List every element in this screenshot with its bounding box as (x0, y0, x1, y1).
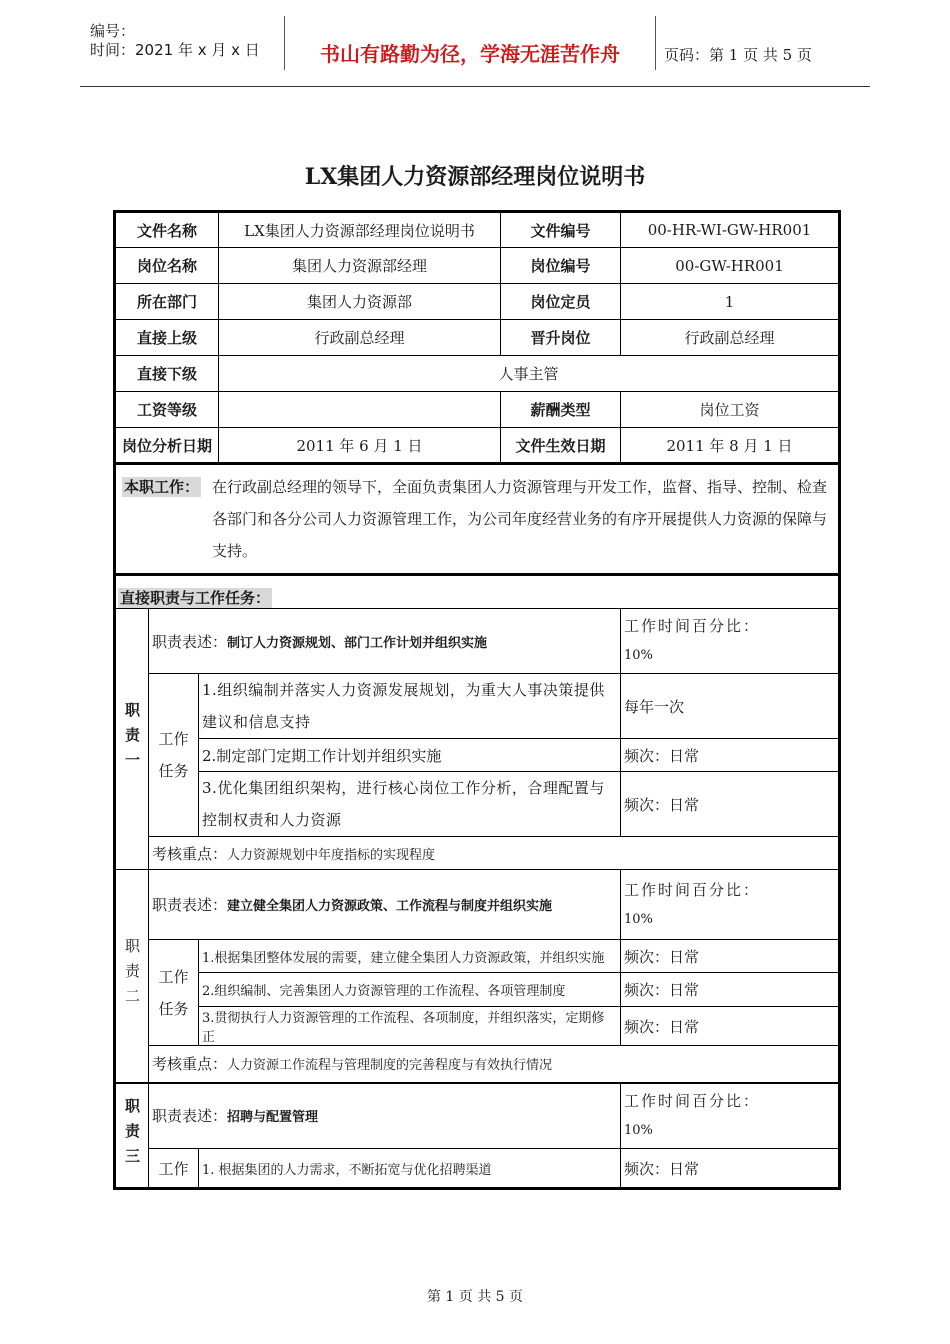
task-text: 1.根据集团整体发展的需要，建立健全集团人力资源政策，并组织实施 (199, 940, 621, 973)
info-label: 工资等级 (115, 392, 219, 428)
summary-cell (115, 464, 840, 575)
duty-description (149, 609, 621, 674)
duty-time (621, 870, 840, 940)
job-description-table (113, 210, 841, 1190)
duty-desc-text: 制订人力资源规划、部门工作计划并组织实施 (227, 635, 488, 651)
task-text: 3.优化集团组织架构，进行核心岗位工作分析，合理配置与控制权责和人力资源 (199, 772, 621, 837)
task-row (115, 1149, 840, 1189)
header-meta (90, 22, 260, 60)
duty-label: 职责二 (115, 870, 149, 1083)
info-value: 人事主管 (219, 356, 840, 392)
task-row (115, 772, 840, 837)
date-label: 时间：2021 年 x 月 x 日 (90, 41, 260, 59)
info-row (115, 392, 840, 428)
info-row (115, 212, 840, 248)
task-label: 工作任务 (149, 674, 199, 837)
focus-text: 人力资源工作流程与管理制度的完善程度与有效执行情况 (227, 1058, 553, 1074)
time-value: 10% (624, 648, 653, 663)
info-label: 岗位编号 (501, 248, 621, 284)
task-text: 2.制定部门定期工作计划并组织实施 (199, 739, 621, 772)
summary-text: 在行政副总经理的领导下，全面负责集团人力资源管理与开发工作，监督、指导、控制、检查各部门和各分公司人力资源管理工作，为公司年度经营业务的有序开展提供人力资源的保障与支持。 (212, 478, 828, 560)
duty-row (115, 609, 840, 674)
header-motto: 书山有路勤为径，学海无涯苦作舟 (320, 42, 620, 66)
info-value: 1 (621, 284, 840, 320)
task-row (115, 973, 840, 1007)
header-page-info: 页码：第 1 页 共 5 页 (664, 46, 812, 64)
task-row (115, 940, 840, 973)
header-divider (284, 16, 285, 70)
duty-desc-text: 招聘与配置管理 (227, 1110, 319, 1126)
info-label: 岗位分析日期 (115, 428, 219, 464)
task-frequency: 频次：日常 (621, 1149, 840, 1189)
info-row (115, 428, 840, 464)
info-value: 00-HR-WI-GW-HR001 (621, 212, 840, 248)
info-value: 2011 年 6 月 1 日 (219, 428, 501, 464)
focus-row (115, 1046, 840, 1083)
task-frequency: 频次：日常 (621, 1007, 840, 1046)
time-value: 10% (624, 1122, 653, 1138)
info-value: LX集团人力资源部经理岗位说明书 (219, 212, 501, 248)
info-label: 岗位定员 (501, 284, 621, 320)
info-label: 文件编号 (501, 212, 621, 248)
info-value (219, 392, 501, 428)
section-title: 直接职责与工作任务： (120, 589, 271, 607)
time-label: 工作时间百分比： (624, 617, 761, 635)
info-label: 文件生效日期 (501, 428, 621, 464)
info-label: 直接下级 (115, 356, 219, 392)
time-value: 10% (624, 911, 653, 927)
duty-focus (149, 837, 840, 870)
document-title: LX集团人力资源部经理岗位说明书 (304, 164, 646, 190)
info-value: 集团人力资源部 (219, 284, 501, 320)
info-value: 00-GW-HR001 (621, 248, 840, 284)
info-value: 集团人力资源部经理 (219, 248, 501, 284)
task-row (115, 739, 840, 772)
time-label: 工作时间百分比： (624, 880, 761, 899)
duty-description (149, 870, 621, 940)
task-frequency: 每年一次 (621, 674, 840, 739)
task-frequency: 频次：日常 (621, 739, 840, 772)
info-label: 所在部门 (115, 284, 219, 320)
info-value: 行政副总经理 (621, 320, 840, 356)
duty-desc-prefix: 职责表述： (152, 632, 228, 651)
task-text: 3.贯彻执行人力资源管理的工作流程、各项制度，并组织落实，定期修正 (199, 1007, 621, 1046)
task-label: 工作任务 (149, 940, 199, 1046)
task-row (115, 1007, 840, 1046)
duty-time (621, 1083, 840, 1149)
info-row (115, 320, 840, 356)
time-label: 工作时间百分比： (624, 1091, 761, 1110)
task-row (115, 674, 840, 739)
duty-time (621, 609, 840, 674)
duty-label: 职责一 (115, 609, 149, 870)
info-label: 薪酬类型 (501, 392, 621, 428)
task-text: 2.组织编制、完善集团人力资源管理的工作流程、各项管理制度 (199, 973, 621, 1007)
number-label: 编号： (90, 22, 136, 40)
focus-prefix: 考核重点： (152, 844, 228, 863)
duty-desc-prefix: 职责表述： (152, 1107, 228, 1126)
info-label: 文件名称 (115, 212, 219, 248)
summary-label: 本职工作： (124, 478, 200, 496)
header-rule (80, 86, 870, 87)
duty-description (149, 1083, 621, 1149)
duty-desc-prefix: 职责表述： (152, 896, 228, 914)
task-label: 工作 (149, 1149, 199, 1189)
task-text: 1. 根据集团的人力需求，不断拓宽与优化招聘渠道 (199, 1149, 621, 1189)
task-frequency: 频次：日常 (621, 940, 840, 973)
info-value: 2011 年 8 月 1 日 (621, 428, 840, 464)
info-label: 直接上级 (115, 320, 219, 356)
duty-row (115, 870, 840, 940)
task-frequency: 频次：日常 (621, 772, 840, 837)
task-text: 1.组织编制并落实人力资源发展规划，为重大人事决策提供建议和信息支持 (199, 674, 621, 739)
focus-row (115, 837, 840, 870)
section-title-cell (115, 575, 840, 609)
info-row (115, 356, 840, 392)
page-footer: 第 1 页 共 5 页 (426, 1289, 524, 1305)
summary-row (115, 464, 840, 575)
header-divider (655, 16, 656, 70)
info-value: 行政副总经理 (219, 320, 501, 356)
info-row (115, 248, 840, 284)
duty-desc-text: 建立健全集团人力资源政策、工作流程与制度并组织实施 (227, 899, 553, 914)
duty-focus (149, 1046, 840, 1083)
info-value: 岗位工资 (621, 392, 840, 428)
task-frequency: 频次：日常 (621, 973, 840, 1007)
section-title-row (115, 575, 840, 609)
duty-row (115, 1083, 840, 1149)
focus-text: 人力资源规划中年度指标的实现程度 (227, 847, 436, 863)
duty-label: 职责三 (115, 1083, 149, 1189)
info-row (115, 284, 840, 320)
focus-prefix: 考核重点： (152, 1055, 228, 1074)
info-label: 晋升岗位 (501, 320, 621, 356)
info-label: 岗位名称 (115, 248, 219, 284)
